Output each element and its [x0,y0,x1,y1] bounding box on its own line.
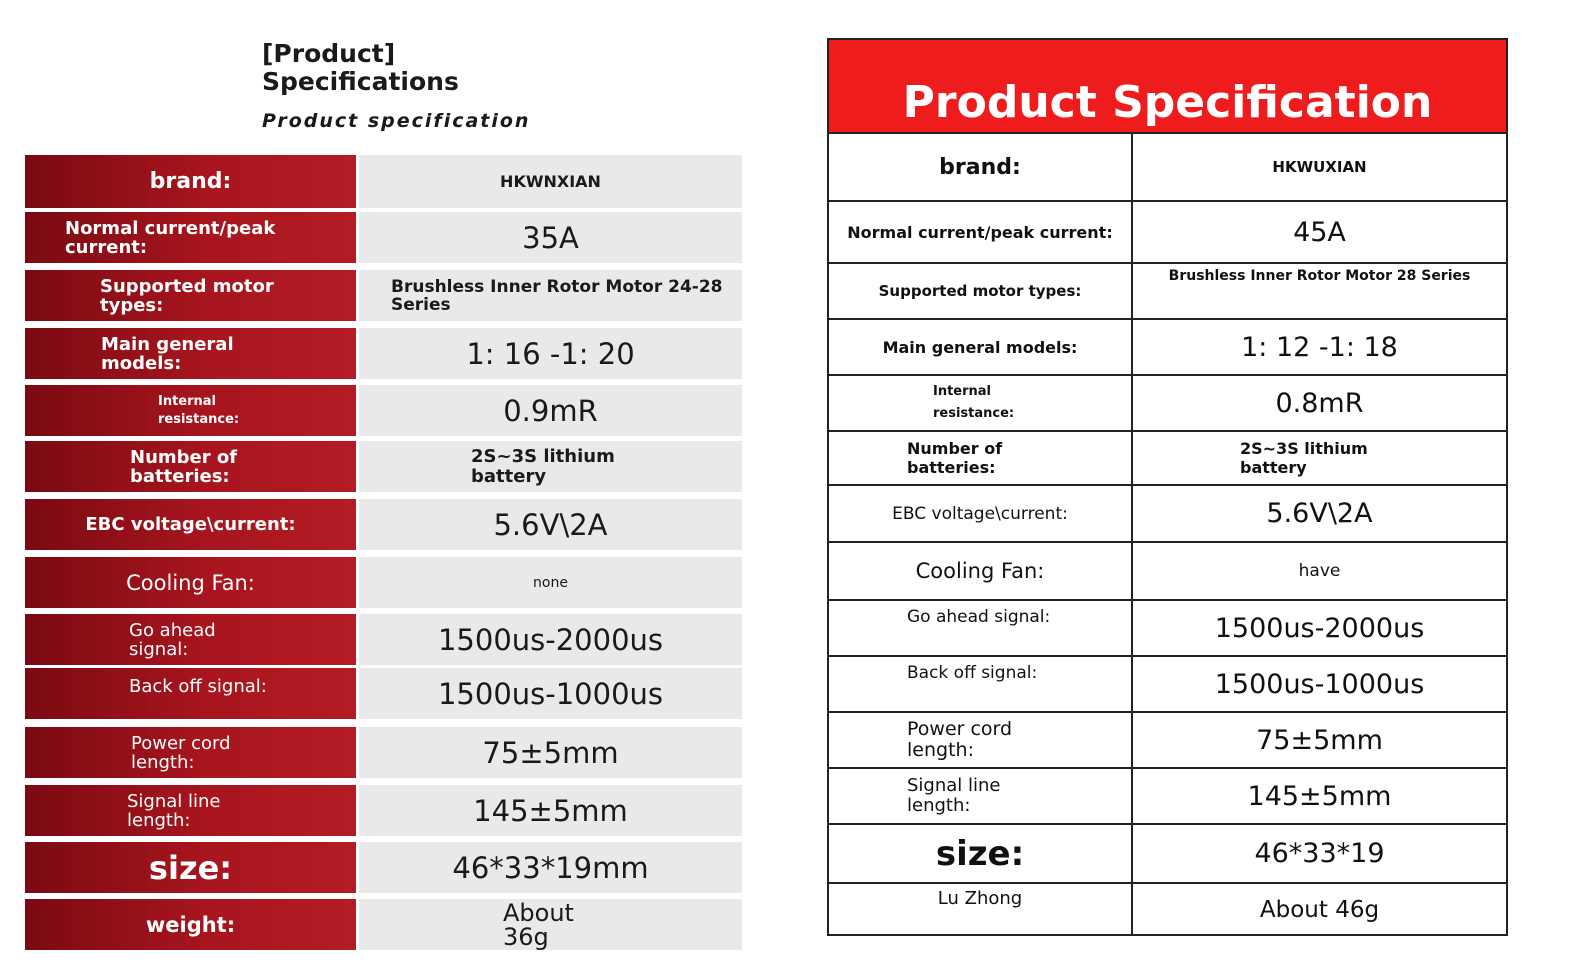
left-label: Supported motor types: [25,270,356,321]
right-value: 1500us-1000us [1214,668,1425,700]
left-label: Signal line length: [25,785,356,836]
left-value: About 36g [359,899,742,950]
left-value: 5.6V\2A [359,499,742,550]
left-value: 75±5mm [359,727,742,778]
left-row-brand [25,155,742,208]
left-row-size [25,842,742,893]
left-value: 1: 16 -1: 20 [359,328,742,379]
left-heading [262,40,530,132]
left-subheading: Product specification [262,110,531,132]
right-label: Signal line length: [829,769,1133,823]
right-row-size [829,823,1506,882]
right-label: Normal current/peak current: [829,202,1133,262]
left-row-cooling-fan [25,557,742,608]
left-value: HKWNXIAN [359,155,742,208]
left-row-models [25,328,742,379]
right-value: 75±5mm [1256,724,1383,756]
right-banner-title: Product Specification [902,77,1433,128]
right-label: Lu Zhong [829,884,1133,936]
right-row-models [829,318,1506,374]
right-value: About 46g [1259,897,1380,923]
right-row-back-off [829,655,1506,711]
left-heading-line2: Specifications [262,67,459,96]
right-spec-table [827,38,1508,936]
left-label: Normal current/peak current: [25,212,356,263]
right-value: have [1298,561,1341,581]
left-row-resistance [25,385,742,436]
left-label: Cooling Fan: [25,557,356,608]
left-value: Brushless Inner Rotor Motor 24-28 Series [359,270,742,321]
right-value: Brushless Inner Rotor Motor 28 Series [1168,268,1471,284]
right-row-go-ahead [829,599,1506,655]
left-label: Number of batteries: [25,441,356,492]
right-label: Supported motor types: [829,264,1133,318]
right-label: Internal resistance: [829,376,1133,430]
left-row-back-off [25,668,742,719]
left-label: Back off signal: [25,668,356,719]
right-value: 46*33*19 [1254,838,1385,869]
left-row-ebc [25,499,742,550]
left-label: Go ahead signal: [25,614,356,665]
right-value: 1: 12 -1: 18 [1241,331,1398,363]
right-row-motor-types [829,262,1506,318]
right-label: brand: [829,134,1133,200]
left-value: 2S~3S lithium battery [359,441,742,492]
right-banner [829,40,1506,134]
right-row-resistance [829,374,1506,430]
right-row-batteries [829,430,1506,484]
right-row-ebc [829,484,1506,541]
right-value: HKWUXIAN [1272,158,1367,176]
right-value: 1500us-2000us [1214,612,1425,644]
left-label: weight: [25,899,356,950]
right-label: Cooling Fan: [829,543,1133,599]
right-label: Power cord length: [829,713,1133,767]
right-row-power-cord [829,711,1506,767]
left-value: 1500us-2000us [359,614,742,665]
left-row-batteries [25,441,742,492]
left-value: 46*33*19mm [359,842,742,893]
left-row-power-cord [25,727,742,778]
right-label: Back off signal: [829,657,1133,711]
left-row-motor-types [25,270,742,321]
right-row-current [829,200,1506,262]
right-label: Main general models: [829,320,1133,374]
right-value: 45A [1293,216,1346,248]
left-value: 0.9mR [359,385,742,436]
left-label: Power cord length: [25,727,356,778]
left-value: 1500us-1000us [359,668,742,719]
right-row-cooling-fan [829,541,1506,599]
right-value: 2S~3S lithium battery [1240,439,1368,477]
left-value: 35A [359,212,742,263]
right-value: 145±5mm [1247,780,1392,812]
left-label: Internal resistance: [25,385,356,436]
left-row-signal-line [25,785,742,836]
left-value: 145±5mm [359,785,742,836]
right-row-brand [829,132,1506,200]
left-row-go-ahead [25,614,742,665]
right-row-weight [829,882,1506,936]
right-value: 5.6V\2A [1266,498,1373,529]
left-label: size: [25,842,356,893]
left-label: Main general models: [25,328,356,379]
left-label: brand: [25,155,356,208]
left-heading-line1: [Product] [262,39,396,68]
left-row-weight [25,899,742,950]
right-value: 0.8mR [1275,387,1364,419]
left-value: none [359,557,742,608]
right-label: Number of batteries: [829,432,1133,484]
right-row-signal-line [829,767,1506,823]
right-label: size: [829,825,1133,882]
right-label: EBC voltage\current: [829,486,1133,541]
right-label: Go ahead signal: [829,601,1133,655]
left-row-current [25,212,742,263]
left-label: EBC voltage\current: [25,499,356,550]
